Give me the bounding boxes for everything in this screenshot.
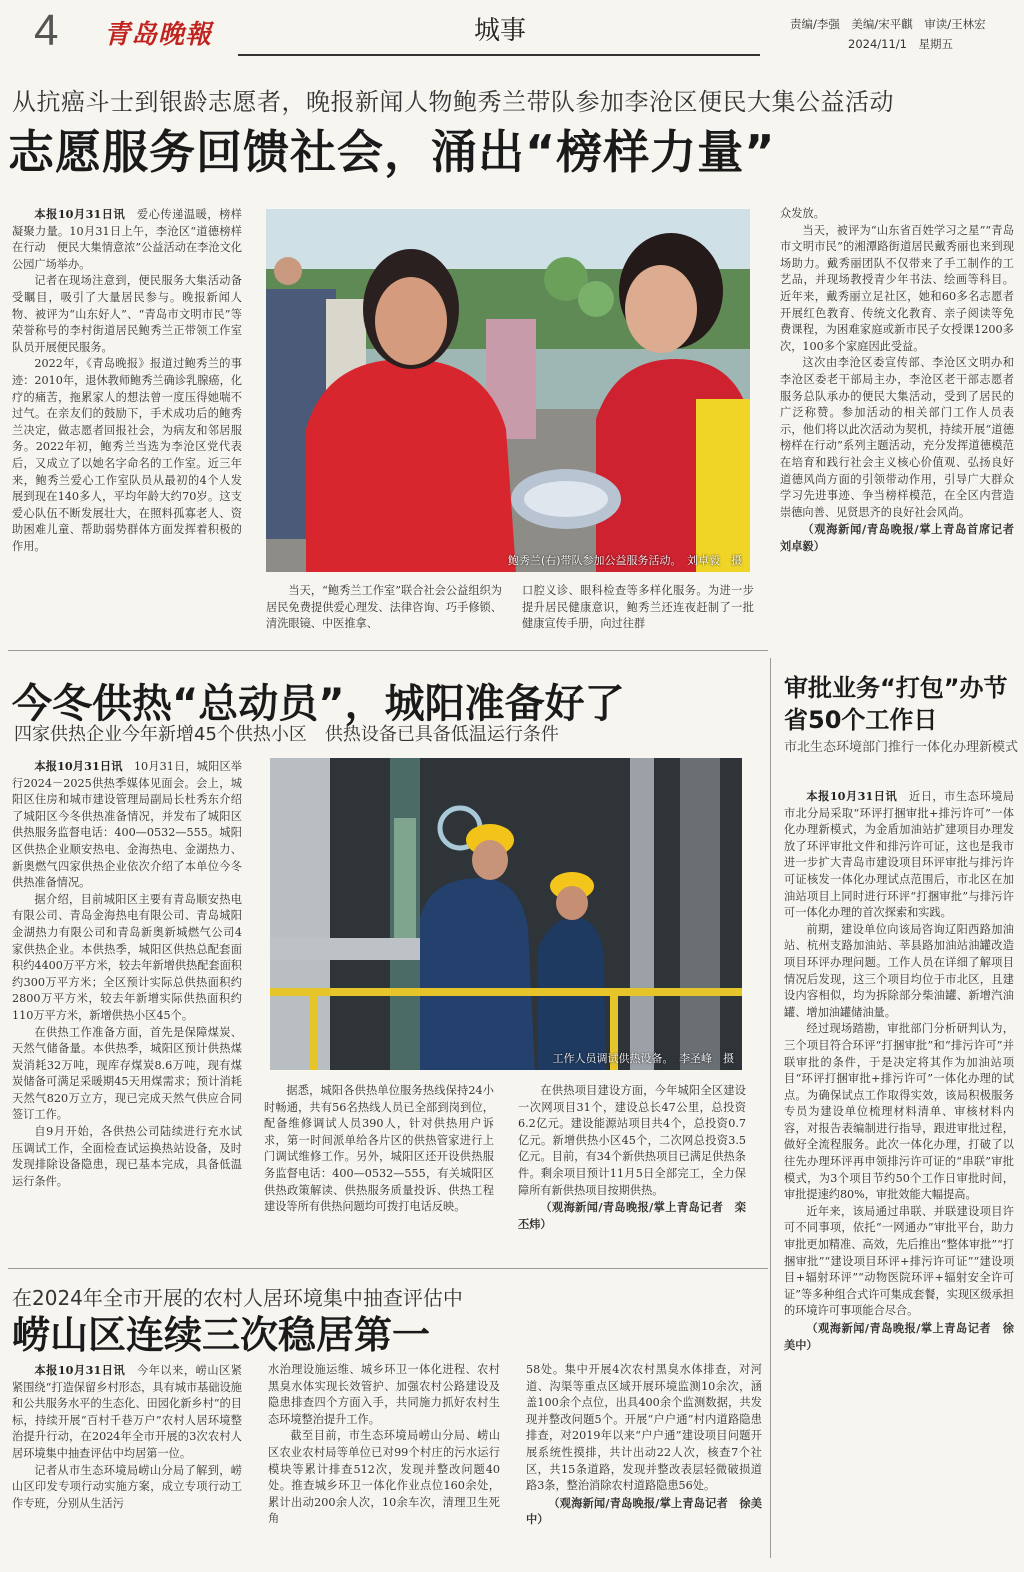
paragraph: 当天，被评为“山东省百姓学习之星”“青岛市文明市民”的湘潭路街道居民戴秀丽也来到现场助力。戴秀丽团队不仅带来了手工制作的工艺品，并现场教授青少年书法、绘画等科目。近年来，戴秀丽立足社区，她和60多名志愿者开展红色教育、传统文化教育、亲子阅读等免费课程，为困难家庭或新市民子女授课1200多次，100多个家庭因此受益。 [780, 223, 1014, 353]
paragraph: 本报10月31日讯 10月31日，城阳区举行2024－2025供热季媒体见面会。会上，城阳区住房和城市建设管理局副局长杜秀东介绍了城阳区今冬供热准备情况，并发布了城阳区供热服务监督电话：400—0532—555。城阳区供热企业顺安热电、金海热电、金湖热力、新奥燃气四家供热企业依次介绍了本单位今冬供热准备情况。 [12, 759, 242, 890]
article2-column-3 [518, 1083, 746, 1263]
divider [8, 1268, 768, 1269]
article2-headline: 今冬供热“总动员”，城阳准备好了 [12, 681, 625, 727]
article1-column-3 [522, 583, 754, 643]
paragraph: 经过现场踏勘，审批部门分析研判认为，三个项目符合环评“打捆审批”和“排污许可”并联审批的条件，于是决定将其作为加油站项目“环评打捆审批+排污许可”一体化办理的试点。为确保试点工作取得实效，该局积极服务专员为建设单位梳理材料清单、审核材料内容，对报告表编制进行指导，跟进审批过程，做好全流程服务。此次一体化办理，打破了以往先办理环评再申领排污许可证的“串联”审批模式，为3个项目节约50个工作日审批时间，审批提速约80%，审批效能大幅提高。 [784, 1022, 1014, 1202]
article4-headline: 崂山区连续三次稳居第一 [12, 1313, 431, 1357]
paragraph: 本报10月31日讯 爱心传递温暖，榜样凝聚力量。10月31日上午，李沧区“道德榜样在行动 便民大集情意浓”公益活动在李沧文化公园广场举办。 [12, 207, 242, 271]
divider [8, 650, 768, 651]
article1-photo-caption: 鲍秀兰(右)带队参加公益服务活动。 刘卓毅 摄 [507, 554, 742, 567]
article2-photo-caption: 工作人员调试供热设备。 李圣峰 摄 [552, 1052, 734, 1065]
article4-column-1 [12, 1362, 242, 1568]
paragraph: 58处。集中开展4次农村黑臭水体排查，对河道、沟渠等重点区域开展环境监测10余次，涵盖100余个点位，出具400余个监测数据，共发现并整改问题5个。开展“户户通”村内道路隐患排查，对2019年以来“户户通”建设项目问题开展系统性摸排，共计出动22人次，核查7个社区，共15条道路，发现并整改表层轻微破损道路3条，整治消除农村道路隐患56处。 [526, 1363, 762, 1493]
article1-kicker: 从抗癌斗士到银龄志愿者，晚报新闻人物鲍秀兰带队参加李沧区便民大集公益活动 [12, 88, 894, 116]
paragraph: 记者在现场注意到，便民服务大集活动备受瞩目，吸引了大量居民参与。晚报新闻人物、被评为“山东好人”、“青岛市文明市民”等荣誉称号的李村街道居民鲍秀兰正带领工作室队员开展便民服务。 [12, 274, 242, 354]
section-title: 城事 [473, 16, 526, 46]
article3-subheadline: 市北生态环境部门推行一体化办理新模式 [784, 740, 1019, 755]
page-number: 4 [34, 6, 59, 55]
article3-column [784, 788, 1014, 1568]
article2-photo [270, 758, 742, 1070]
section-rule [238, 54, 760, 56]
paragraph: 在供热项目建设方面，今年城阳全区建设一次网项目31个，建设总长47公里，总投资6.2亿元。建设能源站项目共4个，总投资0.7亿元。新增供热小区45个，二次网总投资3.5亿元。目前，有34个新供热项目已满足供热条件。剩余项目预计11月5日全部完工，全力保障所有新供热项目按期供热。 [518, 1084, 746, 1197]
article1-column-2 [266, 583, 502, 643]
paragraph: 据介绍，目前城阳区主要有青岛顺安热电有限公司、青岛金海热电有限公司、青岛城阳金湖热力有限公司和青岛新奥新城燃气公司4家供热企业。本供热季，城阳区供热总配套面积约4400万平方米，较去年新增供热配套面积约300万平方米；全区预计实际总供热面积约2800万平方米，较去年新增实际供热面积约110万平方米，新增供热小区45个。 [12, 892, 242, 1022]
paragraph: 截至目前，市生态环境局崂山分局、崂山区农业农村局等单位已对99个村庄的污水运行模块等累计排查512次，发现并整改问题40处。推查城乡环卫一体化作业点位160余处，累计出动200余人次，10余车次，清理卫生死角 [268, 1429, 500, 1526]
paragraph: 众发放。 [780, 207, 825, 220]
paragraph: 2022年，《青岛晚报》报道过鲍秀兰的事迹：2010年，退休教师鲍秀兰确诊乳腺癌，化疗的痛苦，拖累家人的想法曾一度压得她喘不过气。在亲友们的鼓励下，手术成功后的鲍秀兰决定，做志愿者回报社会，为病友和邻居服务。2022年初，鲍秀兰当选为李沧区党代表后，又成立了以她名字命名的工作室。近三年来，鲍秀兰爱心工作室队员从最初的4个人发展到现在140多人，平均年龄大约70岁。这支爱心队伍不断发展壮大，在照料孤寡老人、资助困难儿童、帮助弱势群体方面发挥着积极的作用。 [12, 357, 242, 553]
paragraph: 水治理设施运维、城乡环卫一体化进程、农村黑臭水体实现长效管护、加强农村公路建设及隐患排查四个方面入手，共同施力抓好农村生态环境整治提升工作。 [268, 1363, 500, 1426]
paragraph: 记者从市生态环境局崂山分局了解到，崂山区印发专项行动实施方案，成立专项行动工作专班，分别从生活污 [12, 1463, 242, 1510]
article1-column-4 [780, 206, 1014, 642]
article3-byline: （观海新闻/青岛晚报/掌上青岛记者 徐美中） [784, 1321, 1014, 1352]
article3-headline: 审批业务“打包”办节省50个工作日 [784, 674, 1008, 734]
article4-column-3 [526, 1362, 762, 1568]
paragraph: 自9月开始，各供热公司陆续进行充水试压调试工作，全面检查试运换热站设备，及时发现排除设备隐患，现已基本完成，具备低温运行条件。 [12, 1125, 242, 1188]
paragraph: 近年来，该局通过串联、并联建设项目许可不同事项，依托“一网通办”审批平台，助力审批更加精准、高效，先后推出“整体审批”“打捆审批”“建设项目环评+排污许可证”“建设项目+辐射环评”“动物医院环评+辐射安全许可证”等多种组合式许可集成套餐，实现区级承担的环境许可事项能合尽合。 [784, 1204, 1014, 1318]
article1-photo [266, 209, 750, 572]
paragraph: 前期，建设单位向该局咨询辽阳西路加油站、杭州支路加油站、莘县路加油站油罐改造项目环评办理问题。工作人员在详细了解项目情况后发现，这三个项目均位于市北区，且建设内容相似，均为拆除部分柴油罐、新增汽油罐、增加油罐储油量。 [784, 922, 1014, 1019]
publication-date: 2024/11/1 星期五 [848, 37, 953, 51]
article1-byline: （观海新闻/青岛晚报/掌上青岛首席记者 刘卓毅） [780, 522, 1014, 553]
paragraph: 本报10月31日讯 近日，市生态环境局市北分局采取“环评打捆审批+排污许可”一体化办理新模式，为金盾加油站扩建项目办理发放了环评审批文件和排污许可证，这也是我市进一步扩大青岛市建设项目环评审批与排污许可证核发一体化办理试点范围后，市北区在加油站项目上同时进行环评“打捆审批”与排污许可一体化办理的首次探索和实践。 [784, 789, 1014, 920]
paragraph: 在供热工作准备方面，首先是保障煤炭、天然气储备量。本供热季，城阳区预计供热煤炭消耗32万吨，现库存煤炭8.6万吨，现有煤炭储备可满足采暖期45天用煤需求；预计消耗天然气820万立方，现已完成天然气供应合同签订工作。 [12, 1025, 242, 1122]
column-divider [770, 658, 771, 1558]
article2-column-1 [12, 758, 242, 1260]
article4-kicker: 在2024年全市开展的农村人居环境集中抽查评估中 [12, 1286, 463, 1310]
editor-credits: 责编/李强 美编/宋平麒 审读/王林宏 [790, 17, 986, 31]
article1-column-1 [12, 206, 242, 646]
article4-byline: （观海新闻/青岛晚报/掌上青岛记者 徐美中） [526, 1495, 762, 1527]
article1-headline: 志愿服务回馈社会，涌出“榜样力量” [8, 125, 776, 179]
paragraph: 口腔义诊、眼科检查等多样化服务。为进一步提升居民健康意识，鲍秀兰还连夜赶制了一批健康宣传手册，向过往群 [522, 584, 754, 631]
article2-subheadline: 四家供热企业今年新增45个供热小区 供热设备已具备低温运行条件 [14, 724, 559, 745]
paragraph: 当天，“鲍秀兰工作室”联合社会公益组织为居民免费提供爱心理发、法律咨询、巧手修锁、清洗眼镜、中医推拿、 [266, 584, 502, 631]
paragraph: 据悉，城阳各供热单位服务热线保持24小时畅通，共有56名热线人员已全部到岗到位，配备维修调试人员390人，针对供热用户诉求，第一时间派单给各片区的供热管家进行上门调试维修工作。另外，城阳区还开设供热服务监督电话：400—0532—555，有关城阳区供热政策解读、供热服务质量投诉、供热工程建设等所有供热问题均可拨打电话反映。 [264, 1084, 494, 1214]
article2-byline: （观海新闻/青岛晚报/掌上青岛记者 栾丕炜） [518, 1200, 746, 1231]
paragraph: 本报10月31日讯 今年以来，崂山区紧紧围绕“打造保留乡村形态，具有城市基础设施和公共服务水平的生态化、田园化新乡村”的目标，持续开展“百村千巷万户”农村人居环境整治提升行动，在2024年全市开展的3次农村人居环境集中抽查评估中均居第一位。 [12, 1363, 242, 1460]
heating-workers-photo-illustration [270, 758, 742, 1070]
volunteers-photo-illustration [266, 209, 750, 572]
newspaper-masthead: 青岛晚報 [104, 20, 213, 50]
article4-column-2 [268, 1362, 500, 1568]
paragraph: 这次由李沧区委宣传部、李沧区文明办和李沧区委老干部局主办，李沧区老干部志愿者服务总队承办的便民大集活动，受到了居民的广泛称赞。参加活动的相关部门工作人员表示，他们将以此次活动为契机，持续开展“道德榜样在行动”系列主题活动，充分发挥道德模范在培育和践行社会主义核心价值观、弘扬良好道德风尚方面的引领带动作用，引导广大群众学习先进事迹、争当榜样模范，在全区内营造崇德向善、见贤思齐的良好社会风尚。 [780, 356, 1014, 519]
article2-column-2 [264, 1083, 494, 1263]
